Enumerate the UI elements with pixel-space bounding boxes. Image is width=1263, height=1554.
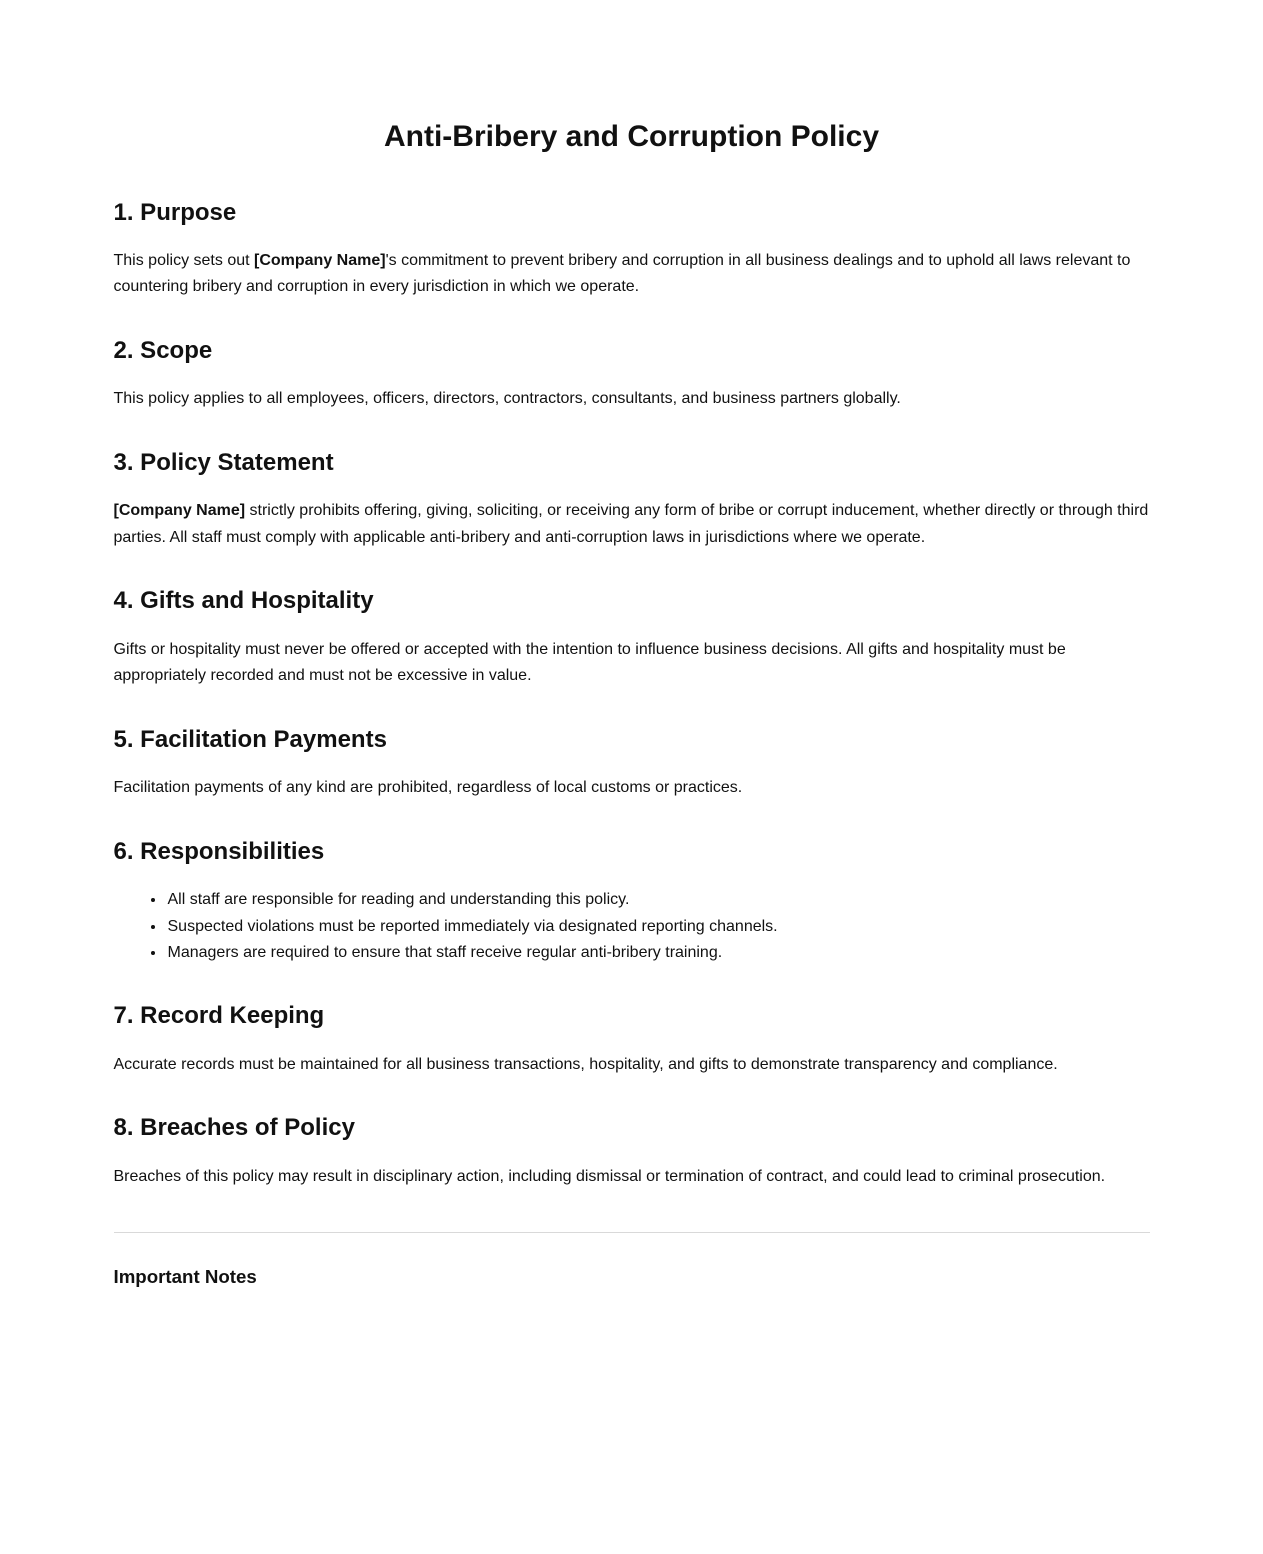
page-title: Anti-Bribery and Corruption Policy	[383, 120, 880, 153]
section-record-keeping	[114, 1002, 1150, 1078]
section-paragraph: Accurate records must be maintained for all business transactions, hospitality, and gifts to demonstrate transparency and compliance.	[113, 1055, 1058, 1073]
company-name-placeholder: [Company Name]	[254, 252, 386, 270]
section-heading: 3. Policy Statement	[113, 448, 334, 476]
section-purpose	[114, 199, 1150, 301]
responsibilities-list	[114, 887, 1150, 966]
section-paragraph: This policy applies to all employees, officers, directors, contractors, consultants, and business partners globally.	[113, 390, 901, 408]
section-heading: 6. Responsibilities	[113, 837, 325, 865]
list-item: • Managers are required to ensure that staff receive regular anti-bribery training.	[166, 940, 1150, 966]
notes-heading: Important Notes	[113, 1266, 257, 1288]
text-run: This policy sets out	[113, 252, 254, 270]
section-breaches	[114, 1114, 1150, 1190]
section-heading: 7. Record Keeping	[113, 1002, 325, 1030]
section-paragraph: Facilitation payments of any kind are prohibited, regardless of local customs or practices.	[113, 779, 743, 797]
section-responsibilities	[114, 838, 1150, 967]
section-paragraph: Breaches of this policy may result in disciplinary action, including dismissal or termination of contract, and could lead to criminal prosecution.	[113, 1167, 1106, 1185]
section-gifts-hospitality	[114, 587, 1150, 689]
company-name-placeholder: [Company Name]	[113, 502, 246, 520]
section-heading: 5. Facilitation Payments	[113, 725, 387, 753]
section-paragraph	[114, 498, 1150, 551]
list-item: • Suspected violations must be reported immediately via designated reporting channels.	[166, 914, 1150, 940]
section-heading: 8. Breaches of Policy	[113, 1114, 355, 1142]
text-run: strictly prohibits offering, giving, soliciting, or receiving any form of bribe or corrupt inducement, whether directly or through third parties. All staff must comply with applicable anti-bribery and anti-corruption laws in jurisdictions where we operate.	[113, 502, 1149, 546]
text-run: 's commitment to prevent bribery and corruption in all business dealings and to uphold all laws relevant to countering bribery and corruption in every jurisdiction in which we operate.	[113, 252, 1131, 296]
section-facilitation-payments	[114, 726, 1150, 802]
section-heading: 2. Scope	[113, 336, 213, 364]
document-page	[114, 0, 1150, 1288]
section-policy-statement	[114, 449, 1150, 551]
section-heading: 1. Purpose	[113, 198, 237, 226]
section-scope	[114, 337, 1150, 413]
section-paragraph: Gifts or hospitality must never be offered or accepted with the intention to influence business decisions. All gifts and hospitality must be appropriately recorded and must not be excessive in value.	[113, 640, 1066, 685]
divider	[114, 1232, 1150, 1233]
section-heading: 4. Gifts and Hospitality	[113, 587, 374, 615]
list-item: • All staff are responsible for reading and understanding this policy.	[166, 887, 1150, 913]
section-paragraph	[114, 248, 1150, 301]
